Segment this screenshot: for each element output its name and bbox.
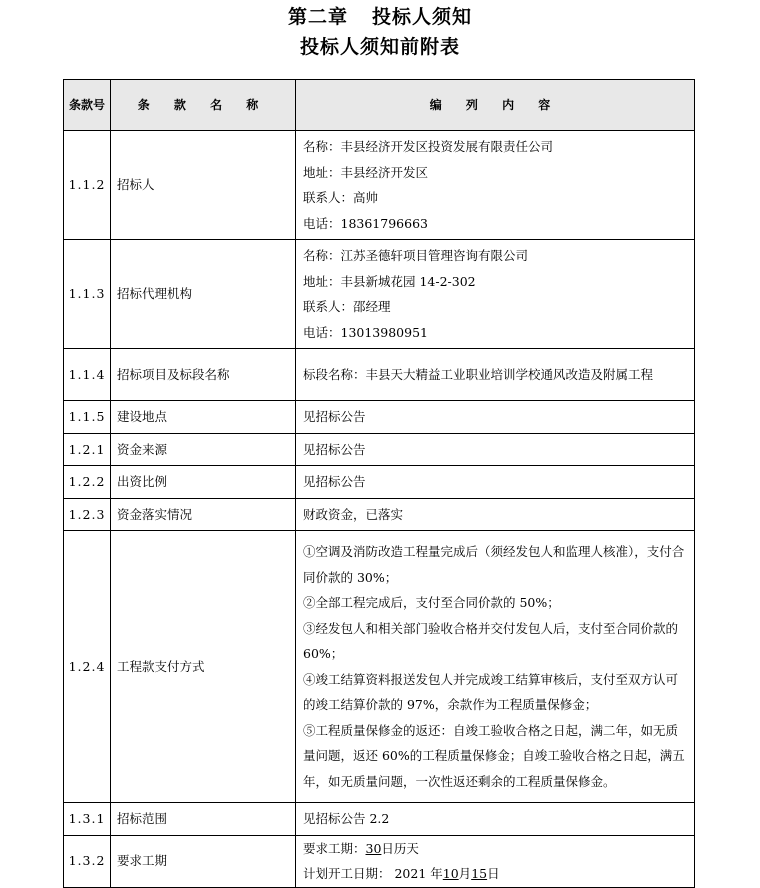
content-line: 名称：江苏圣德轩项目管理咨询有限公司 (303, 248, 529, 263)
clause-no: 1.2.4 (64, 531, 111, 803)
clause-content: 见招标公告 (296, 401, 695, 434)
clause-no: 1.1.3 (64, 240, 111, 349)
content-line: 电话：13013980951 (303, 324, 428, 340)
chapter-title: 投标人须知 (372, 6, 473, 28)
clause-name: 招标范围 (111, 803, 296, 836)
pre-notice-table (63, 79, 695, 888)
table-row (64, 349, 695, 401)
chapter-heading (0, 2, 760, 29)
clause-name: 招标代理机构 (111, 240, 296, 349)
table-row (64, 531, 695, 803)
clause-no: 1.1.5 (64, 401, 111, 434)
table-row (64, 466, 695, 499)
clause-content: 财政资金，已落实 (296, 498, 695, 531)
clause-content: 见招标公告 (296, 433, 695, 466)
content-line: 电话：18361796663 (303, 215, 428, 231)
content-line: ①空调及消防改造工程量完成后（须经发包人和监理人核准），支付合同价款的 30%； (303, 544, 685, 585)
duration-value: 30 (365, 840, 382, 856)
header-content: 编 列 内 容 (296, 80, 695, 131)
clause-content: 见招标公告 2.2 (296, 803, 695, 836)
clause-content (296, 835, 695, 887)
page-subtitle: 投标人须知前附表 (299, 36, 460, 58)
table-row (64, 498, 695, 531)
start-suffix: 日 (487, 866, 500, 881)
table-row (64, 835, 695, 887)
table-row (64, 131, 695, 240)
clause-content (296, 131, 695, 240)
clause-no: 1.2.3 (64, 498, 111, 531)
clause-name: 要求工期 (111, 835, 296, 887)
clause-name: 建设地点 (111, 401, 296, 434)
clause-name: 工程款支付方式 (111, 531, 296, 803)
clause-name: 资金落实情况 (111, 498, 296, 531)
start-month: 10 (442, 866, 459, 881)
duration-prefix: 要求工期： (303, 840, 366, 856)
clause-name: 招标项目及标段名称 (111, 349, 296, 401)
content-line: 名称：丰县经济开发区投资发展有限责任公司 (303, 139, 554, 154)
duration-line (303, 836, 686, 862)
header-clause-no: 条款号 (64, 80, 111, 131)
clause-no: 1.1.4 (64, 349, 111, 401)
clause-no: 1.1.2 (64, 131, 111, 240)
clause-no: 1.2.2 (64, 466, 111, 499)
table-row (64, 803, 695, 836)
content-line: 联系人：高帅 (303, 190, 379, 205)
content-line: 联系人：邵经理 (303, 299, 391, 314)
content-line: ③经发包人和相关部门验收合格并交付发包人后，支付至合同价款的 60%； (303, 620, 679, 661)
table-header-row (64, 80, 695, 131)
clause-content (296, 349, 695, 401)
clause-content (296, 240, 695, 349)
content-line: ②全部工程完成后，支付至合同价款的 50%； (303, 595, 560, 610)
table-row (64, 433, 695, 466)
start-prefix: 计划开工日期： 2021 年 (303, 866, 443, 881)
clause-no: 1.2.1 (64, 433, 111, 466)
table-row (64, 401, 695, 434)
start-day: 15 (471, 866, 488, 881)
content-line: ⑤工程质量保修金的返还：自竣工验收合格之日起，满二年，如无质量问题，返还 60%的工程质量保修金；自竣工验收合格之日起，满五年，如无质量问题，一次性返还剩余的工程质量保修金。 (303, 722, 685, 789)
header-clause-name: 条 款 名 称 (111, 80, 296, 131)
clause-no: 1.3.1 (64, 803, 111, 836)
start-date-line (303, 861, 686, 887)
content-line: ④竣工结算资料报送发包人并完成竣工结算审核后，支付至双方认可的竣工结算价款的 97%，余款作为工程质量保修金； (303, 671, 679, 712)
clause-name: 资金来源 (111, 433, 296, 466)
content-line: 地址：丰县新城花园 14-2-302 (303, 273, 476, 289)
content-line: 标段名称：丰县天大精益工业职业培训学校通风改造及附属工程 (303, 366, 654, 382)
duration-suffix: 日历天 (381, 840, 419, 856)
table-row (64, 240, 695, 349)
clause-no: 1.3.2 (64, 835, 111, 887)
chapter-number: 第二章 (287, 6, 348, 28)
start-mid: 月 (458, 866, 472, 881)
content-line: 地址：丰县经济开发区 (303, 164, 429, 180)
clause-content: 见招标公告 (296, 466, 695, 499)
clause-content (296, 531, 695, 803)
clause-name: 招标人 (111, 131, 296, 240)
clause-name: 出资比例 (111, 466, 296, 499)
